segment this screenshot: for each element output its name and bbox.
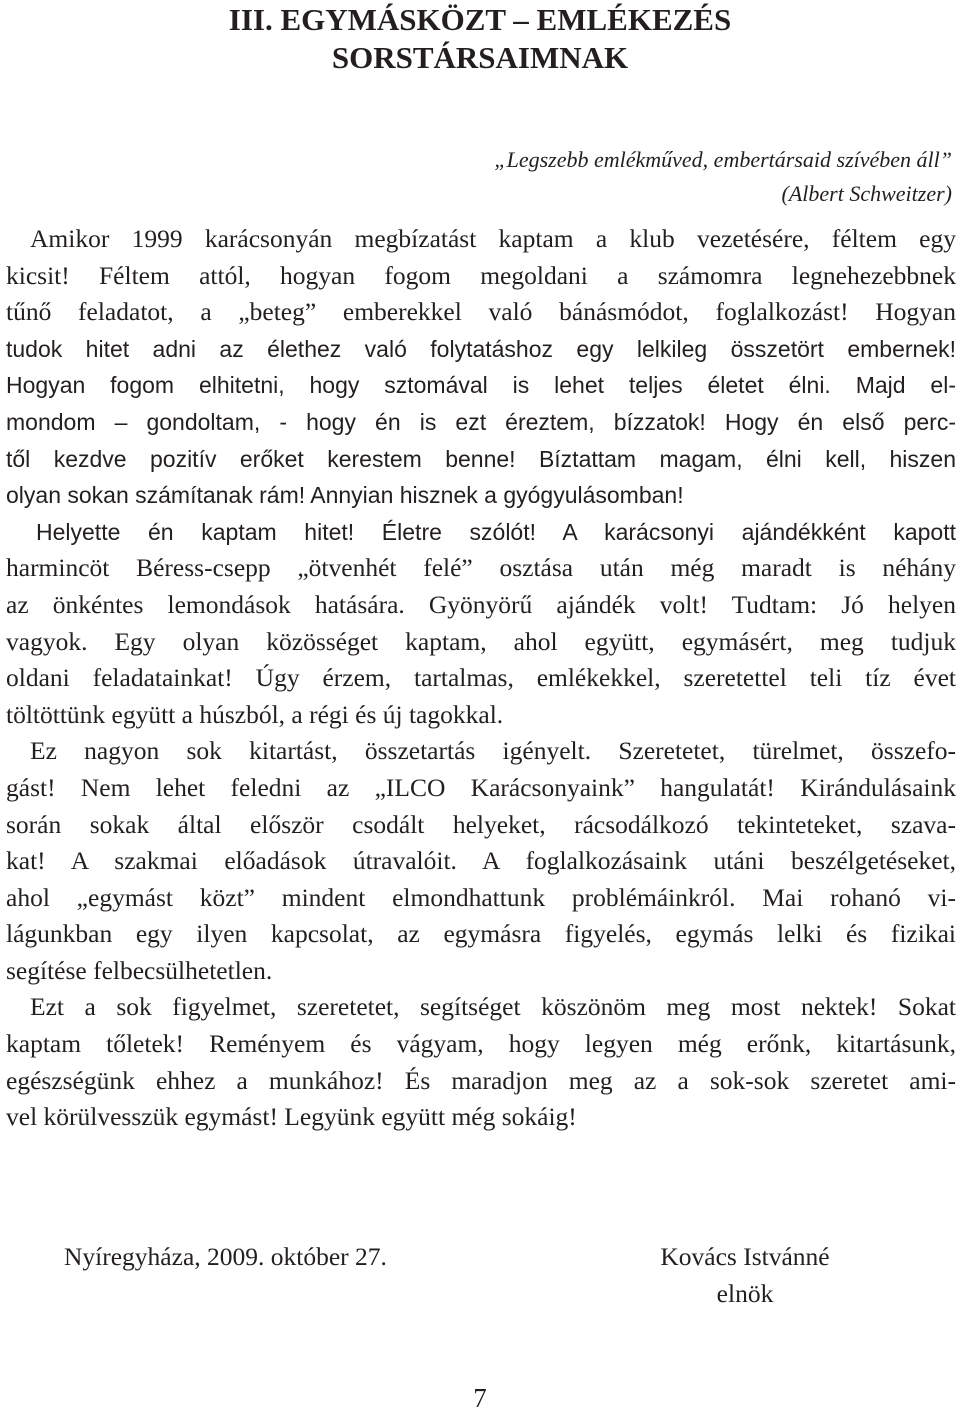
body-line: től kezdve pozitív erőket kerestem benne! Bíztattam magam, élni kell, hiszen xyxy=(6,445,956,472)
body-line: oldani feladatainkat! Úgy érzem, tartalmas, emlékekkel, szeretettel teli tíz évet xyxy=(6,663,956,693)
signature-role: elnök xyxy=(716,1279,774,1308)
body-line: kicsit! Féltem attól, hogyan fogom megoldani a számomra legnehezebbnek xyxy=(6,260,956,290)
body-line: olyan sokan számítanak rám! Annyian hisznek a gyógyulásomban! xyxy=(6,482,684,509)
body-line: gást! Nem lehet feledni az „ILCO Karácsonyaink” hangulatát! Kirándulásaink xyxy=(6,772,956,802)
epigraph-quote: „Legszebb emlékműved, embertársaid szívében áll” xyxy=(494,147,952,172)
body-line: kaptam tőletek! Reményem és vágyam, hogy legyen még erőnk, kitartásunk, xyxy=(6,1029,956,1059)
signature-place-date: Nyíregyháza, 2009. október 27. xyxy=(64,1242,387,1271)
body-line: tűnő feladatot, a „beteg” emberekkel való bánásmódot, foglalkozást! Hogyan xyxy=(6,297,956,327)
body-line: során sokak által először csodált helyeket, rácsodálkozó tekinteteket, szava- xyxy=(6,809,956,839)
body-line: ahol „egymást közt” mindent elmondhattunk problémáinkról. Mai rohanó vi- xyxy=(6,882,956,912)
body-line: az önkéntes lemondások hatására. Gyönyörű ajándék volt! Tudtam: Jó helyen xyxy=(6,589,956,619)
body-line: lágunkban egy ilyen kapcsolat, az egymásra figyelés, egymás lelki és fizikai xyxy=(6,919,956,949)
body-line: Ezt a sok figyelmet, szeretetet, segítséget köszönöm meg most nektek! Sokat xyxy=(30,992,956,1022)
body-line: Hogyan fogom elhitetni, hogy sztomával is lehet teljes életet élni. Majd el- xyxy=(6,372,956,399)
epigraph-author: (Albert Schweitzer) xyxy=(781,181,952,206)
body-line: Amikor 1999 karácsonyán megbízatást kaptam a klub vezetésére, féltem egy xyxy=(30,224,956,253)
body-line: segítése felbecsülhetetlen. xyxy=(6,955,273,985)
page-number: 7 xyxy=(473,1383,487,1413)
body-text xyxy=(6,221,956,1136)
chapter-title-line-1: III. EGYMÁSKÖZT – EMLÉKEZÉS xyxy=(228,2,732,37)
signature-name: Kovács Istvánné xyxy=(660,1242,830,1271)
body-line: Ez nagyon sok kitartást, összetartás igényelt. Szeretetet, türelmet, összefo- xyxy=(30,736,956,766)
body-line: egészségünk ehhez a munkához! És maradjon meg az a sok-sok szeretet ami- xyxy=(6,1065,956,1095)
body-line: tudok hitet adni az élethez való folytatáshoz egy lelkileg összetört embernek! xyxy=(6,335,956,362)
body-line: kat! A szakmai előadások útravalóit. A foglalkozásaink utáni beszélgetéseket, xyxy=(6,846,956,876)
body-line: töltöttünk együtt a húszból, a régi és új tagokkal. xyxy=(6,699,504,729)
body-line: Helyette én kaptam hitet! Életre szólót! A karácsonyi ajándékként kapott xyxy=(36,518,956,545)
chapter-title-line-2: SORSTÁRSAIMNAK xyxy=(331,40,629,75)
body-line: vagyok. Egy olyan közösséget kaptam, ahol együtt, egymásért, meg tudjuk xyxy=(6,626,956,656)
body-line: vel körülvesszük egymást! Legyünk együtt még sokáig! xyxy=(6,1102,577,1132)
body-line: harmincöt Béress-csepp „ötvenhét felé” osztása után még maradt is néhány xyxy=(6,553,956,583)
body-line: mondom – gondoltam, - hogy én is ezt éreztem, bízzatok! Hogy én első perc- xyxy=(6,408,956,435)
